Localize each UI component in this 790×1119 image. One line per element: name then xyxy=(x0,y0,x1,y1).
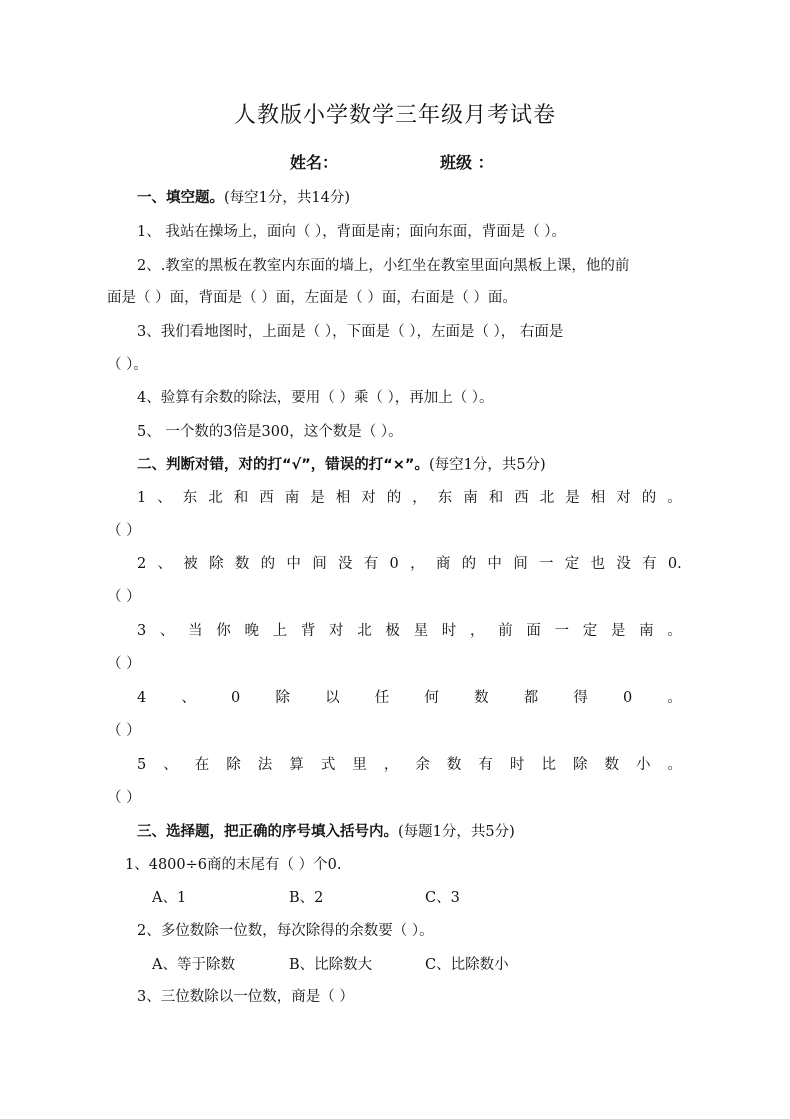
statement-char: 。 xyxy=(667,623,682,639)
statement-char: 面 xyxy=(526,623,541,639)
statement-char: 上 xyxy=(272,623,288,639)
statement-char: 余 xyxy=(415,757,430,773)
statement-char: 、 xyxy=(157,556,173,572)
statement-char: 0 xyxy=(389,556,399,572)
statement-char: 星 xyxy=(413,623,429,639)
statement-char: 除 xyxy=(572,757,588,773)
statement-char: 除 xyxy=(226,757,241,773)
statement-char: 中 xyxy=(286,556,301,572)
statement-char: 是 xyxy=(610,623,626,639)
name-label: 姓名： xyxy=(290,153,339,172)
statement-char: 中 xyxy=(487,556,502,572)
statement-char: 和 xyxy=(488,490,504,506)
statement-char: ， xyxy=(469,623,485,639)
statement-char: 除 xyxy=(275,690,290,706)
statement-char: 相 xyxy=(335,490,351,506)
statement-char: 2 xyxy=(137,556,147,572)
statement-char: 的 xyxy=(260,556,276,572)
s3-q2-option-b: B、比除数大 xyxy=(289,957,373,973)
section3-note: (每题1分，共5分) xyxy=(398,824,515,840)
statement-char: 相 xyxy=(590,490,606,506)
section3-heading: 三、选择题，把正确的序号填入括号内。 xyxy=(137,824,398,840)
section3-header xyxy=(137,822,515,842)
s2-item-1-answer: （ ） xyxy=(107,523,141,539)
statement-char: 数 xyxy=(604,757,619,773)
statement-char: 当 xyxy=(188,623,203,639)
statement-char: 法 xyxy=(257,757,273,773)
statement-char: 、 xyxy=(159,623,175,639)
statement-char: 商 xyxy=(435,556,451,572)
s2-item-3-answer: （ ） xyxy=(107,656,141,672)
statement-char: 也 xyxy=(590,556,606,572)
statement-char: 背 xyxy=(300,623,316,639)
statement-char: 任 xyxy=(374,690,390,706)
s1-question-1: 1、 我站在操场上，面向（ ），背面是南；面向东面，背面是（ ）。 xyxy=(137,224,567,240)
s1-question-2b: 面是（ ）面，背面是（ ）面，左面是（ ）面，右面是（ ）面。 xyxy=(107,290,517,306)
statement-char: 间 xyxy=(513,556,528,572)
statement-char: 5 xyxy=(137,757,147,773)
statement-char: 时 xyxy=(509,757,525,773)
section1-heading: 一、填空题。 xyxy=(137,190,224,206)
statement-char: 、 xyxy=(181,690,196,706)
statement-char: 除 xyxy=(209,556,224,572)
statement-char: 北 xyxy=(539,490,555,506)
statement-char: 没 xyxy=(616,556,631,572)
s3-question-3: 3、三位数除以一位数，商是（ ） xyxy=(137,989,354,1005)
statement-char: 对 xyxy=(616,490,631,506)
s3-question-2: 2、多位数除一位数，每次除得的余数要（ ）。 xyxy=(137,923,434,939)
statement-char: 西 xyxy=(514,490,529,506)
statement-char: 前 xyxy=(498,623,513,639)
statement-char: 东 xyxy=(182,490,198,506)
section1-header xyxy=(137,188,350,208)
statement-char: 以 xyxy=(325,690,340,706)
s1-question-4: 4、验算有余数的除法，要用（ ）乘（ ），再加上（ ）。 xyxy=(137,390,494,406)
section2-heading: 二、判断对错，对的打“√”，错误的打“×”。 xyxy=(137,457,429,473)
statement-char: 小 xyxy=(635,757,651,773)
statement-char: 何 xyxy=(424,690,439,706)
statement-char: 你 xyxy=(216,623,231,639)
statement-char: 北 xyxy=(357,623,372,639)
s1-question-3b: （ ）。 xyxy=(107,357,148,373)
statement-char: ， xyxy=(412,490,427,506)
s3-q1-option-a: A、1 xyxy=(152,890,187,906)
statement-char: 1 xyxy=(137,490,147,506)
statement-char: 算 xyxy=(289,757,304,773)
statement-char: 4 xyxy=(137,690,147,706)
s2-item-5-answer: （ ） xyxy=(107,790,141,806)
statement-char: 的 xyxy=(461,556,477,572)
s1-question-2a: 2、.教室的黑板在教室内东面的墙上，小红坐在教室里面向黑板上课，他的前 xyxy=(137,258,630,274)
s2-item-2-answer: （ ） xyxy=(107,589,141,605)
s2-item-4-answer: （ ） xyxy=(107,723,141,739)
statement-char: 在 xyxy=(194,757,210,773)
statement-char: 的 xyxy=(641,490,657,506)
statement-char: 比 xyxy=(541,757,556,773)
statement-char: 没 xyxy=(337,556,353,572)
statement-char: 0 xyxy=(231,690,241,706)
statement-char: 3 xyxy=(137,623,147,639)
statement-char: 东 xyxy=(437,490,453,506)
s3-q1-option-c: C、3 xyxy=(425,890,460,906)
statement-char: 。 xyxy=(667,690,682,706)
statement-char: 。 xyxy=(667,490,682,506)
statement-char: 南 xyxy=(639,623,654,639)
statement-char: ， xyxy=(383,757,399,773)
statement-char: 数 xyxy=(234,556,250,572)
statement-char: 对 xyxy=(329,623,344,639)
statement-char: 得 xyxy=(573,690,588,706)
statement-char: 南 xyxy=(284,490,300,506)
statement-char: 、 xyxy=(163,757,178,773)
statement-char: 北 xyxy=(208,490,223,506)
s3-q2-option-a: A、等于除数 xyxy=(152,957,235,973)
section2-note: (每空1分，共5分) xyxy=(428,457,546,473)
statement-char: 。 xyxy=(667,757,682,773)
statement-char: 对 xyxy=(361,490,376,506)
statement-char: 南 xyxy=(463,490,478,506)
s2-item-3 xyxy=(137,621,682,641)
s2-item-5 xyxy=(137,755,682,775)
statement-char: 一 xyxy=(554,623,570,639)
statement-char: 式 xyxy=(320,757,336,773)
statement-char: 有 xyxy=(642,556,657,572)
s2-item-2 xyxy=(137,554,682,574)
section1-note: (每空1分，共14分) xyxy=(224,190,350,206)
statement-char: 时 xyxy=(441,623,457,639)
statement-char: 里 xyxy=(352,757,367,773)
statement-char: ， xyxy=(410,556,425,572)
s1-question-3a: 3、我们看地图时，上面是（ ），下面是（ ），左面是（ ）， 右面是 xyxy=(137,324,564,340)
s3-q2-option-c: C、比除数小 xyxy=(425,957,509,973)
s2-item-1 xyxy=(137,488,682,508)
statement-char: 是 xyxy=(310,490,325,506)
statement-char: 西 xyxy=(259,490,274,506)
s1-question-5: 5、 一个数的3倍是300，这个数是（ ）。 xyxy=(137,424,403,440)
statement-char: 定 xyxy=(582,623,598,639)
statement-char: 是 xyxy=(565,490,580,506)
s3-q1-option-b: B、2 xyxy=(289,890,324,906)
statement-char: 间 xyxy=(312,556,327,572)
statement-char: 一 xyxy=(538,556,554,572)
page-title: 人教版小学数学三年级月考试卷 xyxy=(233,103,556,128)
s3-question-1: 1、4800÷6商的末尾有（ ）个0. xyxy=(125,857,342,873)
statement-char: 0 xyxy=(623,690,633,706)
statement-char: 的 xyxy=(386,490,402,506)
statement-char: 、 xyxy=(157,490,172,506)
class-label: 班级 ： xyxy=(440,153,494,172)
section2-header xyxy=(137,455,546,475)
statement-char: 晚 xyxy=(244,623,259,639)
statement-char: 有 xyxy=(363,556,379,572)
statement-char: 有 xyxy=(478,757,493,773)
statement-char: 数 xyxy=(474,690,489,706)
statement-char: 被 xyxy=(183,556,198,572)
statement-char: 极 xyxy=(385,623,400,639)
statement-char: 定 xyxy=(564,556,580,572)
s2-item-4 xyxy=(137,688,682,708)
statement-char: 和 xyxy=(233,490,249,506)
statement-char: 数 xyxy=(446,757,462,773)
statement-char: 0. xyxy=(667,556,682,572)
statement-char: 都 xyxy=(523,690,539,706)
